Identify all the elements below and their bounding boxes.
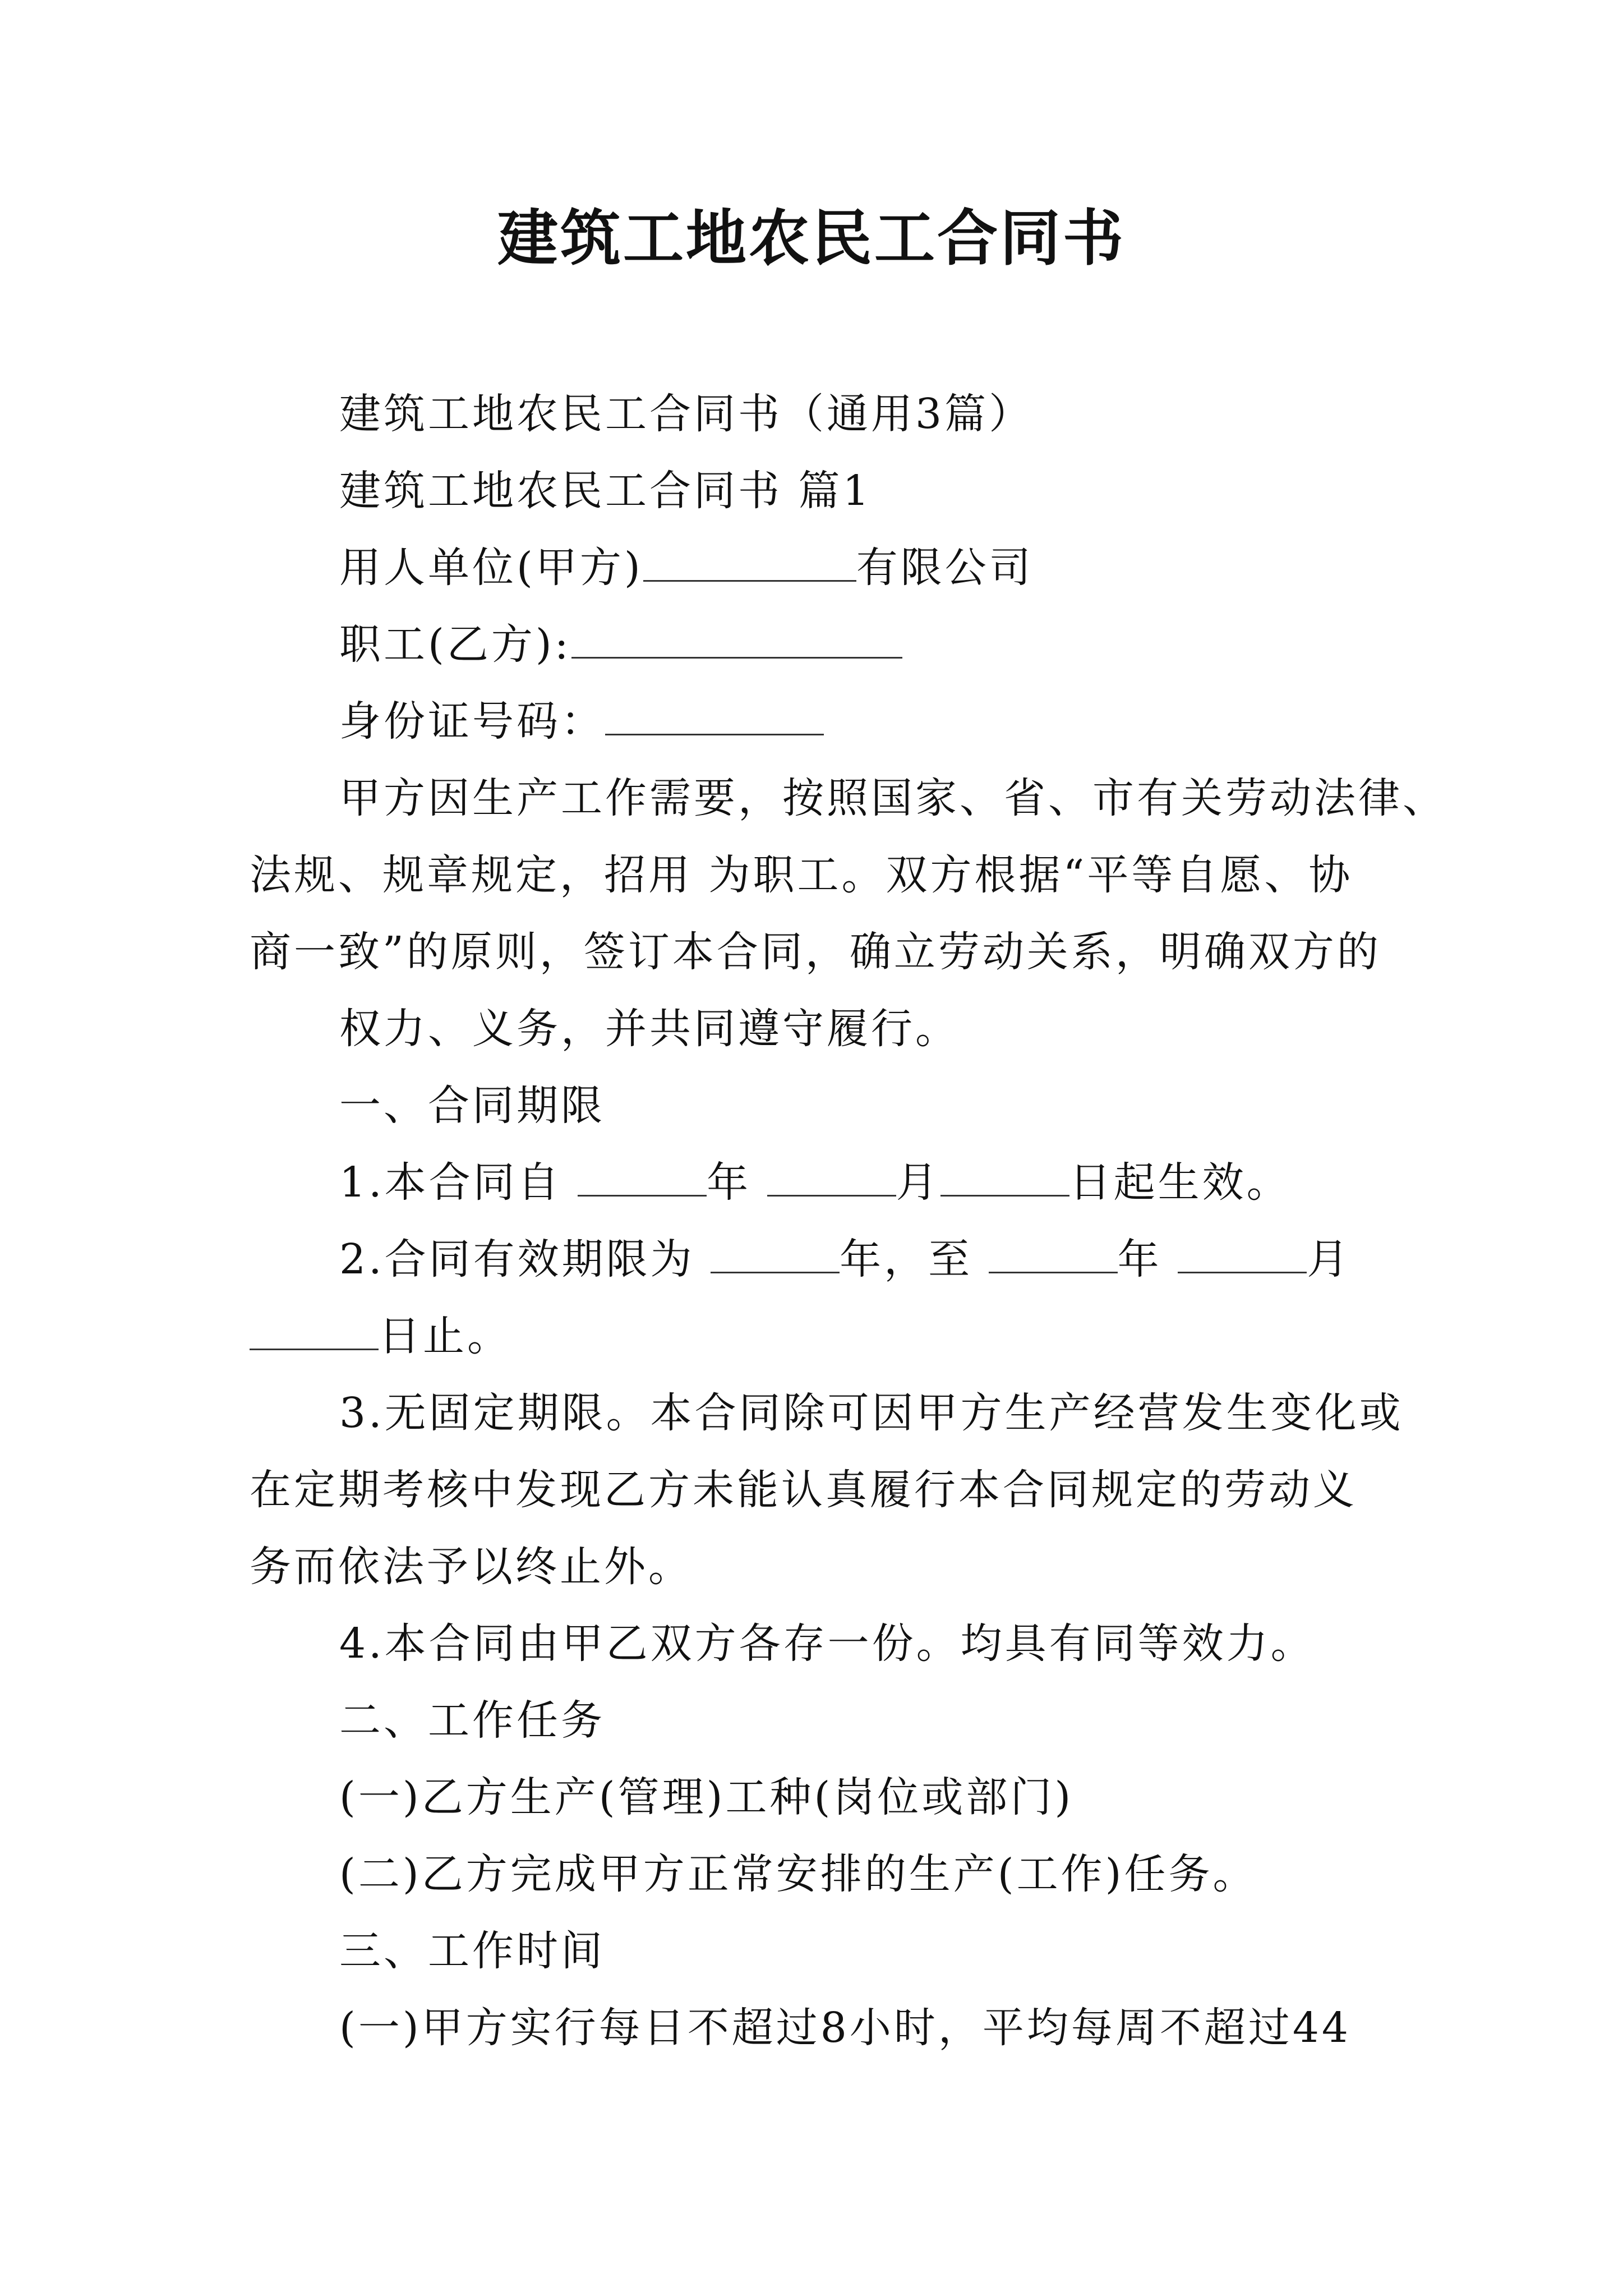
effective-label: 日起生效。: [1069, 1158, 1291, 1207]
subtitle-line: [339, 386, 1033, 442]
clause-1-4: [339, 1616, 1315, 1672]
end-year-blank[interactable]: [989, 1232, 1118, 1273]
section-3-heading-text: 三、工作时间: [339, 1927, 605, 1975]
end-year-label: 年: [1117, 1235, 1162, 1283]
clause-1-1: [339, 1154, 1291, 1211]
clause-1-3-text-2: 在定期考核中发现乙方未能认真履行本合同规定的劳动义: [250, 1466, 1357, 1514]
section-2-heading-text: 二、工作任务: [339, 1696, 605, 1745]
subtitle-text: 建筑工地农民工合同书（通用3篇）: [339, 390, 1034, 438]
clause-2-1-text: (一)乙方生产(管理)工种(岗位或部门): [339, 1773, 1074, 1821]
term-years-blank[interactable]: [711, 1232, 840, 1273]
month-label: 月: [896, 1158, 940, 1207]
intro-paragraph-line-1: [339, 770, 1447, 826]
intro-text-2: 法规、规章规定，招用 为职工。双方根据“平等自愿、协: [250, 851, 1353, 899]
intro-text-1: 甲方因生产工作需要，按照国家、省、市有关劳动法律、: [339, 774, 1447, 822]
clause-1-2-cont: [250, 1308, 511, 1364]
clause-2-1: [339, 1769, 1073, 1825]
clause-1-1-label: 1.本合同自: [339, 1158, 562, 1207]
end-month-label: 月: [1307, 1235, 1352, 1283]
employer-name-blank[interactable]: [643, 541, 856, 582]
clause-1-3-line-1: [339, 1385, 1404, 1441]
clause-2-2-text: (二)乙方完成甲方正常安排的生产(工作)任务。: [339, 1850, 1257, 1898]
employer-suffix: 有限公司: [856, 544, 1034, 592]
clause-3-1-text: (一)甲方实行每日不超过8小时，平均每周不超过44: [339, 2004, 1351, 2052]
section-2-heading: [339, 1692, 605, 1749]
id-number-blank[interactable]: [605, 694, 824, 735]
employee-label: 职工(乙方):: [339, 620, 571, 669]
end-label: 日止。: [379, 1312, 511, 1360]
chapter-heading: [339, 463, 872, 519]
employee-line: [339, 616, 902, 673]
id-number-line: [339, 693, 824, 749]
start-day-blank[interactable]: [940, 1156, 1069, 1197]
clause-1-3-line-3: [250, 1539, 693, 1595]
section-1-heading-text: 一、合同期限: [339, 1082, 605, 1130]
end-day-blank[interactable]: [250, 1309, 379, 1350]
intro-text-4: 权力、义务，并共同遵守履行。: [339, 1005, 960, 1053]
intro-paragraph-line-2: [250, 847, 1353, 903]
clause-1-3-text-3: 务而依法予以终止外。: [250, 1543, 693, 1591]
years-until-label: 年，至: [840, 1235, 973, 1283]
end-month-blank[interactable]: [1178, 1232, 1307, 1273]
employer-label: 用人单位(甲方): [339, 544, 643, 592]
clause-1-3-line-2: [250, 1462, 1357, 1518]
clause-1-3-text-1: 3.无固定期限。本合同除可因甲方生产经营发生变化或: [339, 1389, 1404, 1437]
clause-1-2-label: 2.合同有效期限为: [339, 1235, 695, 1283]
id-number-label: 身份证号码：: [339, 697, 605, 746]
section-3-heading: [339, 1923, 605, 1979]
section-1-heading: [339, 1078, 605, 1134]
employee-name-blank[interactable]: [571, 618, 902, 659]
intro-paragraph-line-4: [339, 1001, 960, 1057]
chapter-heading-text: 建筑工地农民工合同书 篇1: [339, 467, 872, 515]
clause-2-2: [339, 1846, 1257, 1902]
intro-text-3: 商一致”的原则，签订本合同，确立劳动关系，明确双方的: [250, 928, 1381, 976]
clause-1-4-text: 4.本合同由甲乙双方各存一份。均具有同等效力。: [339, 1619, 1315, 1668]
start-year-blank[interactable]: [578, 1156, 707, 1197]
clause-1-2: [339, 1231, 1351, 1287]
employer-line: [339, 540, 1034, 596]
start-month-blank[interactable]: [767, 1156, 896, 1197]
intro-paragraph-line-3: [250, 924, 1381, 980]
clause-3-1: [339, 2000, 1351, 2056]
document-title: 建筑工地农民工合同书: [497, 203, 1126, 274]
year-label: 年: [707, 1158, 751, 1207]
